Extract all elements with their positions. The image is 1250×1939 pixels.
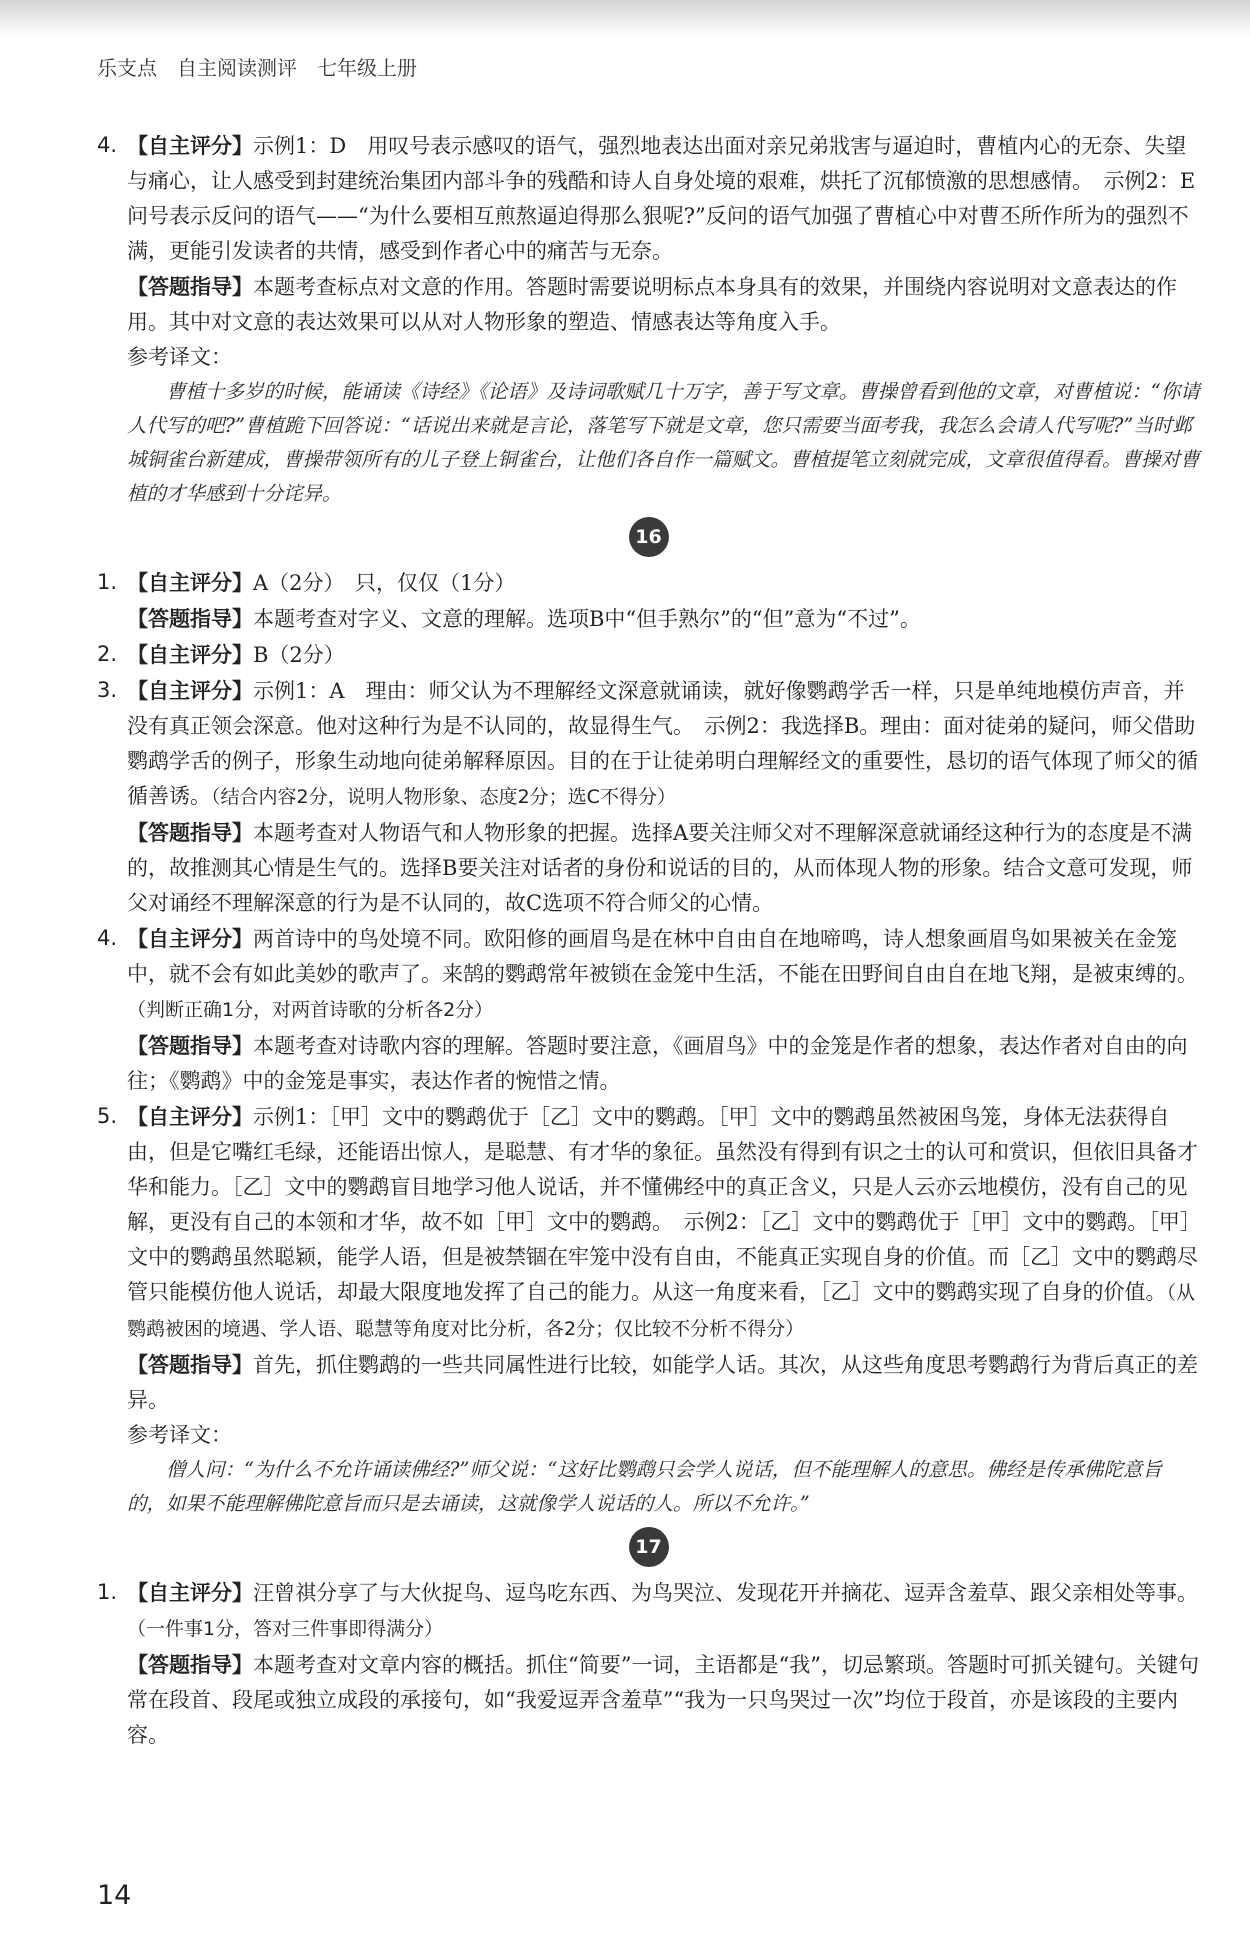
guide-tag: 【答题指导】: [127, 820, 253, 845]
item-number: 5.: [97, 1104, 118, 1128]
guide-paragraph: [97, 601, 1200, 637]
guide-text: 本题考查对文章内容的概括。抓住“简要”一词，主语都是“我”，切忌繁琐。答题时可抓关键句。关键句常在段首、段尾或独立成段的承接句，如“我爱逗弄含羞草”“我为一只鸟哭过一次”均位于段首，亦是该段的主要内容。: [127, 1653, 1199, 1747]
item-number: 1.: [97, 570, 118, 594]
guide-text: 本题考查对诗歌内容的理解。答题时要注意，《画眉鸟》中的金笼是作者的想象，表达作者对自由的向往；《鹦鹉》中的金笼是事实，表达作者的惋惜之情。: [127, 1034, 1188, 1093]
guide-tag: 【答题指导】: [127, 1352, 253, 1377]
score-tag: 【自主评分】: [127, 926, 253, 951]
scoring-note: （一件事1分，答对三件事即得满分）: [127, 1618, 444, 1640]
section-badge-wrap: [97, 511, 1200, 565]
answer-item: [97, 921, 1200, 1028]
answer-item: [97, 1575, 1200, 1647]
score-tag: 【自主评分】: [127, 133, 253, 158]
translation-text: 曹植十多岁的时候，能诵读《诗经》《论语》及诗词歌赋几十万字，善于写文章。曹操曾看到他的文章，对曹植说：“你请人代写的吧?”曹植跪下回答说：“话说出来就是言论，落笔写下就是文章，您只需要当面考我，我怎么会请人代写呢?”当时邺城铜雀台新建成，曹操带领所有的儿子登上铜雀台，让他们各自作一篇赋文。曹植提笔立刻就完成，文章很值得看。曹操对曹植的才华感到十分诧异。: [127, 380, 1200, 505]
section-number-badge: 17: [629, 1527, 669, 1567]
guide-text: 首先，抓住鹦鹉的一些共同属性进行比较，如能学人话。其次，从这些角度思考鹦鹉行为背后真正的差异。: [127, 1353, 1198, 1412]
guide-tag: 【答题指导】: [127, 606, 253, 631]
guide-paragraph: [97, 1647, 1200, 1753]
page-header: 乐支点 自主阅读测评 七年级上册: [97, 56, 417, 80]
score-tag: 【自主评分】: [127, 1104, 253, 1129]
guide-tag: 【答题指导】: [127, 1652, 253, 1677]
item-number: 2.: [97, 642, 118, 666]
answer-item: [97, 637, 1200, 673]
item-number: 4.: [97, 926, 118, 950]
score-tag: 【自主评分】: [127, 570, 253, 595]
answer-text: A（2分） 只，仅仅（1分）: [253, 571, 516, 595]
guide-paragraph: [97, 815, 1200, 921]
top-shadow-band: [0, 0, 1250, 36]
guide-tag: 【答题指导】: [127, 274, 253, 299]
page-number: 14: [97, 1880, 132, 1911]
guide-text: 本题考查对人物语气和人物形象的把握。选择A要关注师父对不理解深意就诵经这种行为的态度是不满的，故推测其心情是生气的。选择B要关注对话者的身份和说话的目的，从而体现人物的形象。结合文意可发现，师父对诵经不理解深意的行为是不认同的，故C选项不符合师父的心情。: [127, 821, 1193, 915]
item-number: 1.: [97, 1580, 118, 1604]
answer-item: [97, 565, 1200, 601]
score-tag: 【自主评分】: [127, 1580, 253, 1605]
scoring-note: （判断正确1分，对两首诗歌的分析各2分）: [127, 999, 494, 1021]
score-tag: 【自主评分】: [127, 642, 253, 667]
guide-text: 本题考查标点对文意的作用。答题时需要说明标点本身具有的效果，并围绕内容说明对文意表达的作用。其中对文意的表达效果可以从对人物形象的塑造、情感表达等角度入手。: [127, 275, 1177, 334]
answer-text: 汪曾祺分享了与大伙捉鸟、逗鸟吃东西、为鸟哭泣、发现花开并摘花、逗弄含羞草、跟父亲相处等事。: [253, 1581, 1198, 1605]
answer-item: [97, 673, 1200, 815]
scoring-note: （结合内容2分，说明人物形象、态度2分；选C不得分）: [211, 786, 676, 808]
answer-item: [97, 128, 1217, 269]
section-badge-wrap: [97, 1521, 1200, 1575]
guide-tag: 【答题指导】: [127, 1033, 253, 1058]
translation-label: 参考译文：: [127, 345, 232, 369]
answer-text: 示例1：D 用叹号表示感叹的语气，强烈地表达出面对亲兄弟戕害与逼迫时，曹植内心的无奈、失望与痛心，让人感受到封建统治集团内部斗争的残酷和诗人自身处境的艰难，烘托了沉郁愤激的思想感情。 示例2：E 问号表示反问的语气——“为什么要相互煎熬逼迫得那么狠呢?”反问的语气加强了曹植心中对曹丕所作所为的强烈不满，更能引发读者的共情，感受到作者心中的痛苦与无奈。: [127, 134, 1217, 263]
answer-text: 示例1：A 理由：师父认为不理解经文深意就诵读，就好像鹦鹉学舌一样，只是单纯地模仿声音，并没有真正领会深意。他对这种行为是不认同的，故显得生气。 示例2：我选择B。理由：面对徒弟的疑问，师父借助鹦鹉学舌的例子，形象生动地向徒弟解释原因。目的在于让徒弟明白理解经文的重要性，恳切的语气体现了师父的循循善诱。: [127, 679, 1198, 808]
item-number: 4.: [97, 133, 118, 157]
answer-text: B（2分）: [253, 643, 345, 667]
item-number: 3.: [97, 678, 118, 702]
guide-paragraph: [97, 1347, 1200, 1418]
guide-paragraph: [97, 269, 1200, 340]
guide-text: 本题考查对字义、文意的理解。选项B中“但手熟尔”的“但”意为“不过”。: [253, 607, 921, 631]
section-number-badge: 16: [629, 517, 669, 557]
translation-label: 参考译文：: [127, 1423, 232, 1447]
scoring-note: （从鹦鹉被困的境遇、学人语、聪慧等角度对比分析，各2分；仅比较不分析不得分）: [127, 1282, 1196, 1340]
answer-text: 示例1：［甲］文中的鹦鹉优于［乙］文中的鹦鹉。［甲］文中的鹦鹉虽然被困鸟笼，身体无法获得自由，但是它嘴红毛绿，还能语出惊人，是聪慧、有才华的象征。虽然没有得到有识之士的认可和赏识，但依旧具备才华和能力。［乙］文中的鹦鹉盲目地学习他人说话，并不懂佛经中的真正含义，只是人云亦云地模仿，没有自己的见解，更没有自己的本领和才华，故不如［甲］文中的鹦鹉。 示例2：［乙］文中的鹦鹉优于［甲］文中的鹦鹉。［甲］文中的鹦鹉虽然聪颖，能学人语，但是被禁锢在牢笼中没有自由，不能真正实现自身的价值。而［乙］文中的鹦鹉尽管只能模仿他人说话，却最大限度地发挥了自己的能力。从这一角度来看，［乙］文中的鹦鹉实现了自身的价值。: [127, 1105, 1198, 1304]
translation-text: 僧人问：“为什么不允许诵读佛经?”师父说：“这好比鹦鹉只会学人说话，但不能理解人的意思。佛经是传承佛陀意旨的，如果不能理解佛陀意旨而只是去诵读，这就像学人说话的人。所以不允许。”: [127, 1458, 1162, 1515]
answer-item: [97, 1099, 1200, 1347]
score-tag: 【自主评分】: [127, 678, 253, 703]
guide-paragraph: [97, 1028, 1200, 1099]
answer-text: 两首诗中的鸟处境不同。欧阳修的画眉鸟是在林中自由自在地啼鸣，诗人想象画眉鸟如果被关在金笼中，就不会有如此美妙的歌声了。来鹄的鹦鹉常年被锁在金笼中生活，不能在田野间自由自在地飞翔，是被束缚的。: [127, 927, 1198, 986]
page-content: [97, 128, 1217, 1753]
